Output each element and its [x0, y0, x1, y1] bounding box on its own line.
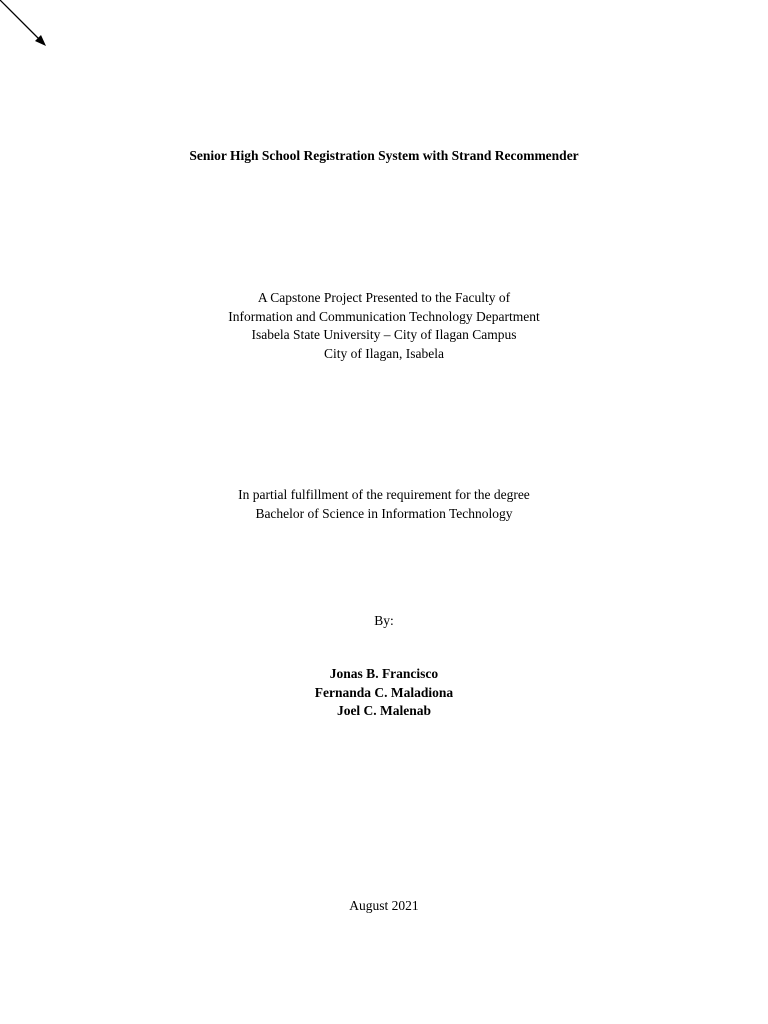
authors-block	[0, 665, 768, 721]
presented-line: A Capstone Project Presented to the Faculty of	[257, 290, 511, 305]
presented-line: Isabela State University – City of Ilagan Campus	[251, 327, 517, 342]
by-label: By:	[374, 613, 394, 628]
fulfillment-line: Bachelor of Science in Information Technology	[255, 505, 513, 521]
presented-block	[0, 289, 768, 363]
arrow-icon	[0, 0, 60, 60]
presented-line: Information and Communication Technology Department	[228, 308, 540, 324]
fulfillment-block	[0, 486, 768, 523]
presented-line: City of Ilagan, Isabela	[324, 345, 444, 361]
author-name: Joel C. Malenab	[336, 703, 432, 718]
author-name: Jonas B. Francisco	[329, 666, 439, 681]
document-date: August 2021	[349, 898, 419, 913]
document-title: Senior High School Registration System with Strand Recommender	[189, 148, 579, 163]
author-name: Fernanda C. Maladiona	[314, 684, 454, 700]
fulfillment-line: In partial fulfillment of the requirement for the degree	[238, 487, 530, 502]
